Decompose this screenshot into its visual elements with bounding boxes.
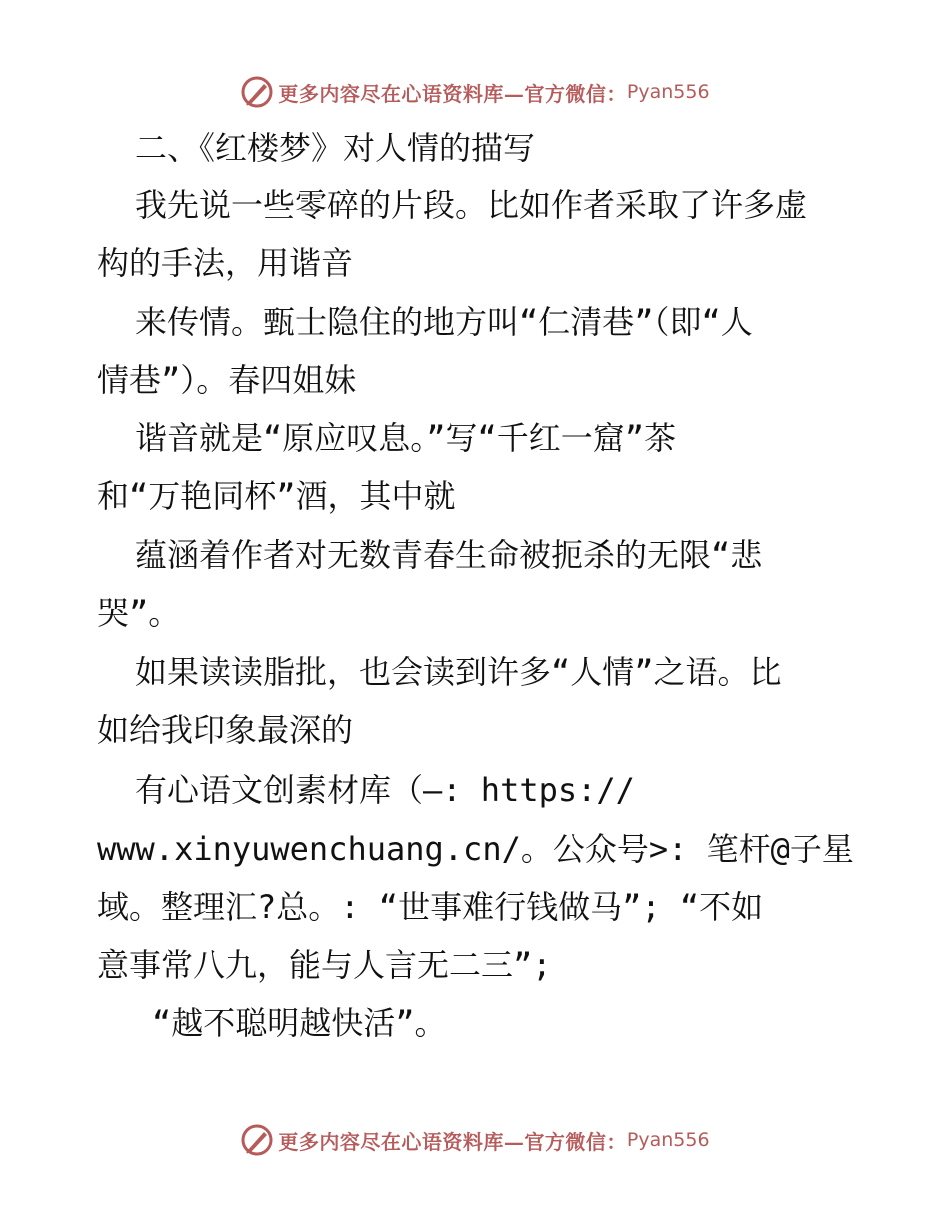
banner-wechat-id: Pyan556 (626, 81, 710, 103)
paragraph-line: 构的手法，用谐音 (97, 244, 354, 282)
paragraph-line: 如给我印象最深的 (97, 711, 354, 749)
banner-text: 更多内容尽在心语资料库—官方微信： (278, 1129, 627, 1154)
banner-text: 更多内容尽在心语资料库—官方微信： (278, 81, 627, 106)
paragraph-line: www.xinyuwenchuang.cn/。公众号>: 笔杆@子星 (97, 830, 854, 868)
banner-wechat-id: Pyan556 (626, 1129, 710, 1151)
paragraph-line: “越不聪明越快活”。 (152, 1004, 447, 1042)
paragraph-line: 谐音就是“原应叹息。”写“千红一窟”茶 (135, 419, 677, 457)
paragraph-line: 域。整理汇?总。: “世事难行钱做马”; “不如 (97, 888, 764, 926)
paragraph-line: 来传情。甄士隐住的地方叫“仁清巷”（即“人 (135, 303, 753, 341)
paragraph-line: 蕴涵着作者对无数青春生命被扼杀的无限“悲 (135, 536, 763, 574)
paragraph-line: 哭”。 (97, 594, 181, 632)
footer-watermark-banner (0, 1120, 950, 1160)
paragraph-line: 情巷”）。春四姐妹 (97, 361, 357, 399)
paragraph-line: 我先说一些零碎的片段。比如作者采取了许多虚 (135, 186, 808, 224)
section-heading: 二、《红楼梦》对人情的描写 (135, 129, 536, 167)
paragraph-line: 如果读读脂批，也会读到许多“人情”之语。比 (135, 653, 782, 691)
paragraph-line: 有心语文创素材库（—: https:// (135, 771, 635, 809)
paragraph-line: 和“万艳同杯”酒，其中就 (97, 477, 456, 515)
paragraph-line: 意事常八九，能与人言无二三”; (97, 946, 552, 984)
quill-logo-icon (240, 1123, 274, 1157)
